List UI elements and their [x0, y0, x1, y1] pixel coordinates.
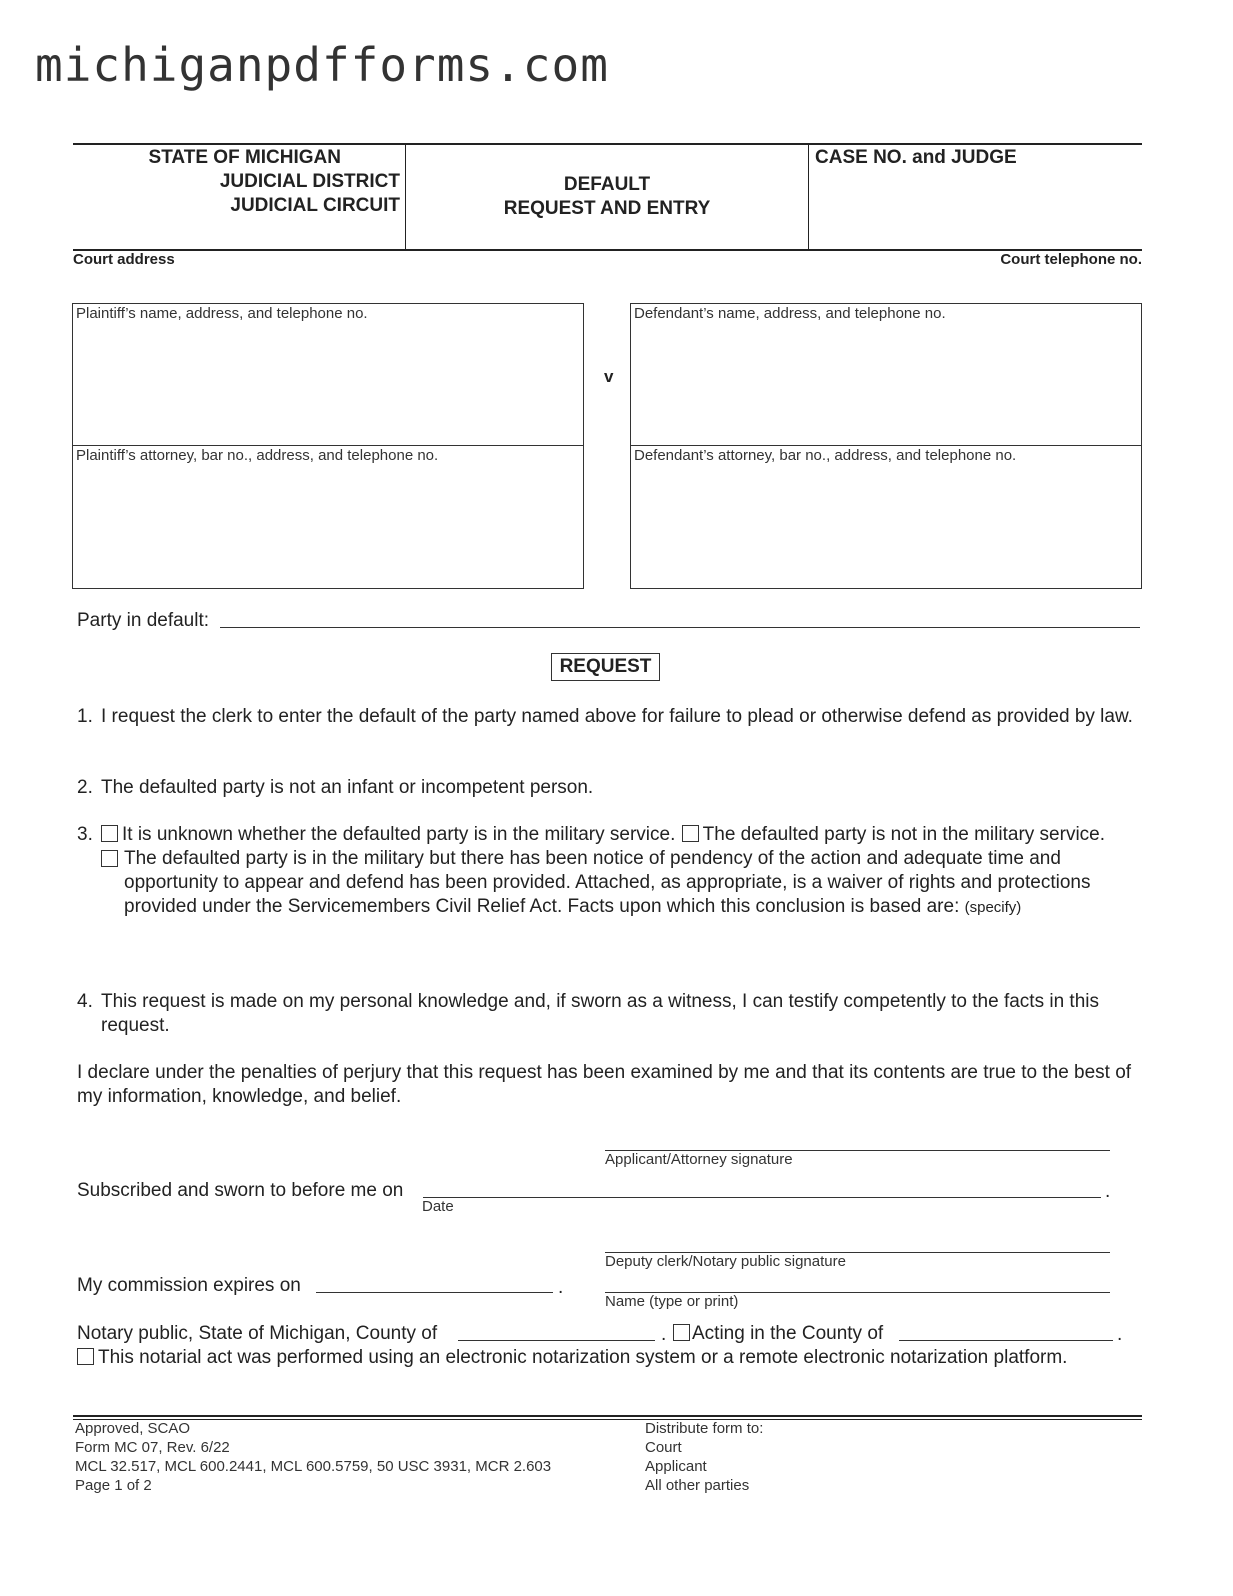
- specify-hint: (specify): [964, 899, 1022, 916]
- court-phone-label: Court telephone no.: [1000, 251, 1142, 268]
- request-item-3: [77, 823, 1147, 920]
- plaintiff-attorney-label: Plaintiff’s attorney, bar no., address, and telephone no.: [76, 447, 439, 464]
- acting-county-label: Acting in the County of: [692, 1323, 884, 1344]
- page-number: Page 1 of 2: [75, 1477, 152, 1494]
- applicant-signature-label: Applicant/Attorney signature: [605, 1151, 793, 1168]
- item-number: 1.: [77, 706, 93, 727]
- commission-date-field[interactable]: [316, 1292, 553, 1293]
- plaintiff-attorney-field[interactable]: [73, 446, 583, 588]
- defendant-attorney-label: Defendant’s attorney, bar no., address, and telephone no.: [634, 447, 1017, 464]
- electronic-notarization-label: This notarial act was performed using an electronic notarization system or a remote electronic notarization platform.: [98, 1347, 1068, 1368]
- perjury-declaration: I declare under the penalties of perjury that this request has been examined by me and that its contents are true to the best of my information, knowledge, and belief.: [77, 1062, 1132, 1107]
- plaintiff-field[interactable]: [73, 304, 583, 446]
- acting-county-field[interactable]: [899, 1340, 1113, 1341]
- header-top-rule: [73, 143, 1142, 145]
- item-number: 4.: [77, 991, 93, 1012]
- item-number: 3.: [77, 824, 93, 845]
- period: .: [1105, 1181, 1111, 1202]
- military-notice-checkbox[interactable]: [101, 850, 118, 867]
- name-print-label: Name (type or print): [605, 1293, 739, 1310]
- court-identification: [73, 146, 400, 218]
- plaintiff-label: Plaintiff’s name, address, and telephone no.: [76, 305, 368, 322]
- deputy-signature-label: Deputy clerk/Notary public signature: [605, 1253, 846, 1270]
- sworn-date-field[interactable]: [423, 1197, 1101, 1198]
- electronic-notarization-row: [77, 1346, 1067, 1370]
- distribute-applicant: Applicant: [645, 1458, 707, 1475]
- item-number: 2.: [77, 777, 93, 798]
- notary-county-label: Notary public, State of Michigan, County of: [77, 1323, 438, 1344]
- court-state: STATE OF MICHIGAN: [148, 147, 341, 168]
- item-3-row1: [77, 823, 1147, 847]
- approved-label: Approved, SCAO: [75, 1420, 191, 1437]
- military-unknown-label: It is unknown whether the defaulted party is in the military service.: [122, 824, 676, 845]
- form-title-line1: DEFAULT: [563, 174, 651, 195]
- court-circuit: JUDICIAL CIRCUIT: [230, 195, 400, 216]
- acting-county-row: [673, 1322, 883, 1346]
- distribute-other-parties: All other parties: [645, 1477, 750, 1494]
- form-number: Form MC 07, Rev. 6/22: [75, 1439, 230, 1456]
- versus-label: v: [604, 367, 614, 386]
- electronic-notarization-checkbox[interactable]: [77, 1348, 94, 1365]
- header-divider-right: [808, 143, 809, 251]
- distribute-court: Court: [645, 1439, 682, 1456]
- defendant-attorney-field[interactable]: [631, 446, 1141, 588]
- defendant-label: Defendant’s name, address, and telephone no.: [634, 305, 946, 322]
- item-text: The defaulted party is not an infant or incompetent person.: [101, 777, 594, 798]
- not-military-label: The defaulted party is not in the military service.: [702, 824, 1106, 845]
- footer-rule: [73, 1415, 1142, 1417]
- citations: MCL 32.517, MCL 600.2441, MCL 600.5759, 50 USC 3931, MCR 2.603: [75, 1458, 552, 1475]
- header-bottom-rule: [73, 249, 1142, 251]
- item-3-row2: [77, 847, 1147, 920]
- period: .: [661, 1324, 667, 1345]
- site-watermark-title: michiganpdfforms.com: [35, 38, 609, 92]
- not-military-checkbox[interactable]: [682, 825, 699, 842]
- court-district: JUDICIAL DISTRICT: [219, 171, 400, 192]
- item-text: This request is made on my personal knowledge and, if sworn as a witness, I can testify competently to the facts in this request.: [101, 991, 1099, 1036]
- request-item-4: [77, 990, 1147, 1038]
- court-address-label: Court address: [73, 251, 175, 268]
- defendant-field[interactable]: [631, 304, 1141, 446]
- period: .: [1117, 1324, 1123, 1345]
- commission-label: My commission expires on: [77, 1275, 301, 1296]
- party-in-default-label: Party in default:: [77, 610, 210, 631]
- form-title: [406, 173, 808, 221]
- case-number-judge-field[interactable]: CASE NO. and JUDGE: [815, 147, 1017, 168]
- military-unknown-checkbox[interactable]: [101, 825, 118, 842]
- date-label: Date: [422, 1198, 454, 1215]
- notary-county-field[interactable]: [458, 1340, 655, 1341]
- footer-distribution: [645, 1419, 763, 1495]
- request-item-1: [77, 705, 1147, 729]
- acting-county-checkbox[interactable]: [673, 1324, 690, 1341]
- request-heading: REQUEST: [551, 653, 660, 681]
- military-notice-label: The defaulted party is in the military but there has been notice of pendency of the action and adequate time and opportunity to appear and defend has been provided. Attached, as appropriate, is a waiver of rights and protections provided under the Servicemembers Civil Relief Act. Facts upon which this conclusion is based are:: [124, 848, 1091, 917]
- period: .: [558, 1277, 564, 1298]
- subscribed-label: Subscribed and sworn to before me on: [77, 1180, 404, 1201]
- footer-left: [75, 1419, 551, 1495]
- request-item-2: [77, 776, 1147, 800]
- distribute-label: Distribute form to:: [645, 1420, 764, 1437]
- plaintiff-box: [72, 303, 584, 589]
- party-in-default-field[interactable]: [220, 627, 1140, 628]
- defendant-box: [630, 303, 1142, 589]
- item-text: I request the clerk to enter the default of the party named above for failure to plead or otherwise defend as provided by law.: [101, 706, 1133, 727]
- form-title-line2: REQUEST AND ENTRY: [503, 198, 711, 219]
- military-notice-text: [101, 847, 1147, 920]
